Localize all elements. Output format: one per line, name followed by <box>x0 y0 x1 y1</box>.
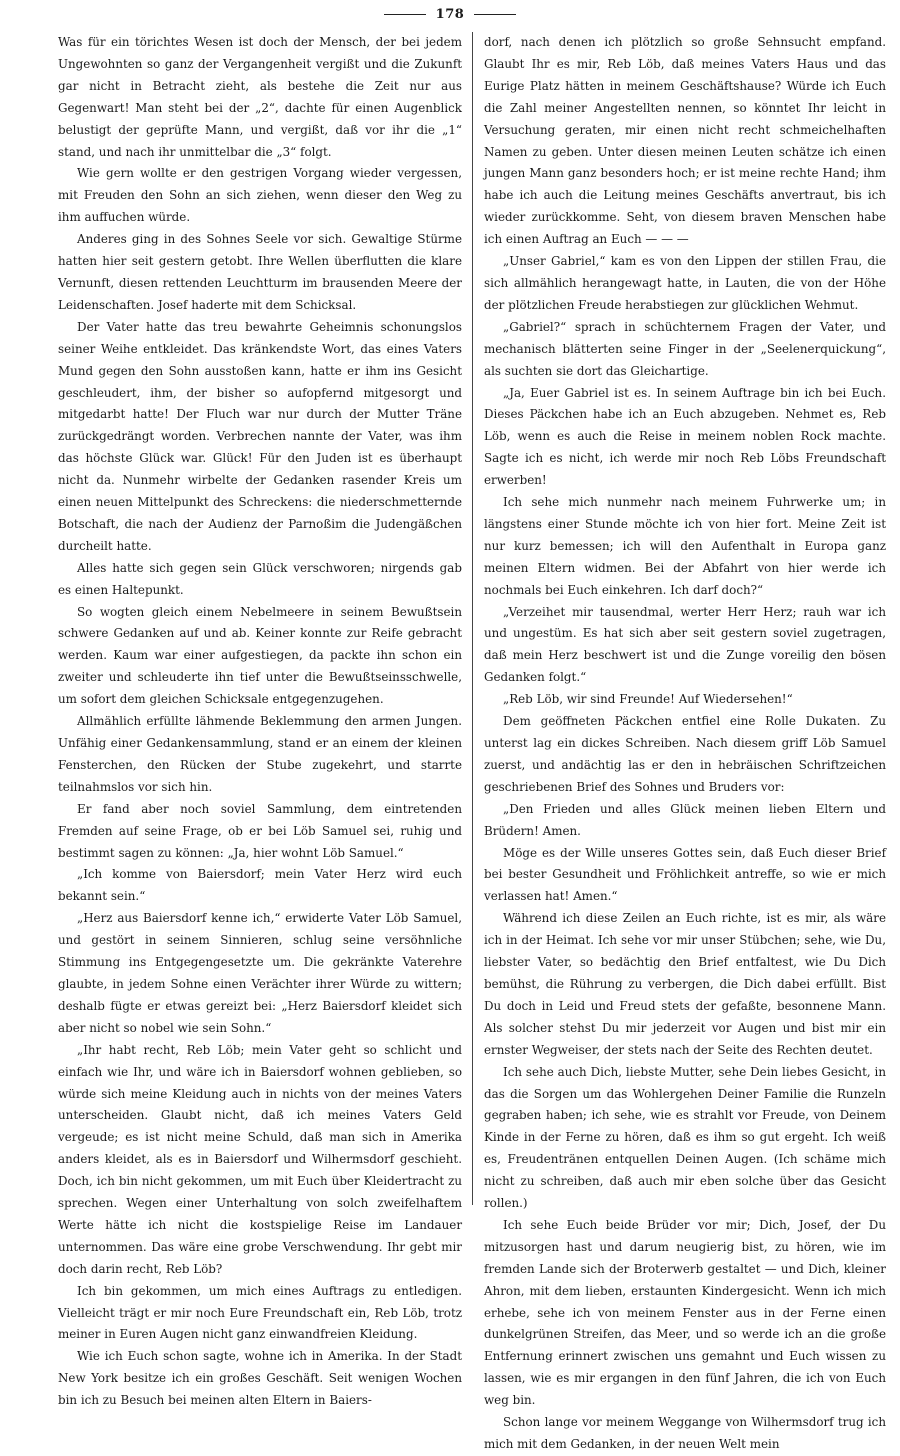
paragraph: „Gabriel?“ sprach in schüchternem Fragen der Vater, und mechanisch blätterten seine Finger in der „Seelenerquickung“, als suchten sie dort das Gleichartige. <box>484 319 886 378</box>
paragraph: „Verzeihet mir tausendmal, werter Herr Herz; rauh war ich und ungestüm. Es hat sich aber seit gestern soviel zugetragen, daß mein Herz beschwert ist und die Zunge voreilig den bösen Gedanken folgt.“ <box>484 604 886 685</box>
paragraph: Ich sehe Euch beide Brüder vor mir; Dich, Josef, der Du mitzusorgen hast und darum neugierig bist, zu hören, wie im fremden Lande sich der Broterwerb gestaltet — und Dich, kleiner Ahron, mit dem lieben, erstaunten Kindergesicht. Wenn ich mich erhebe, sehe ich von meinem Fenster aus in der Ferne einen dunkelgrünen Streifen, das Meer, und so werde ich an die große Entfernung erinnert zwischen uns gemahnt und Euch wissen zu lassen, wie es mir ergangen in den fünf Jahren, die ich von Euch weg bin. <box>484 1217 886 1408</box>
paragraph: Der Vater hatte das treu bewahrte Geheimnis schonungslos seiner Weihe entkleidet. Das kränkendste Wort, das eines Vaters Mund gegen den Sohn ausstoßen kann, hatte er ihm ins Gesicht geschleudert, ihm, der bisher so aufopfernd mitgesorgt und mitgedarbt hatte! Der Fluch war nur durch der Mutter Träne zurückgedrängt worden. Verbrechen nannte der Vater, was ihm das höchste Glück war. Glück! Für den Juden ist es überhaupt nicht da. Nunmehr wirbelte der Gedanken rasender Kreis um einen neuen Mittelpunkt des Schreckens: die niederschmetternde Botschaft, die nach der Audienz der Parnoßim die Judengäßchen durcheilt hatte. <box>58 319 462 553</box>
paragraph: Ich bin gekommen, um mich eines Auftrags zu entledigen. Vielleicht trägt er mir noch Eure Freundschaft ein, Reb Löb, trotz meiner in Euren Augen nicht ganz einwandfreien Kleidung. <box>58 1283 462 1342</box>
header-rule-left <box>384 14 426 15</box>
paragraph: Alles hatte sich gegen sein Glück verschworen; nirgends gab es einen Haltepunkt. <box>58 560 462 597</box>
header-rule-right <box>474 14 516 15</box>
paragraph: „Den Frieden und alles Glück meinen lieben Eltern und Brüdern! Amen. <box>484 801 886 838</box>
page-header <box>0 4 900 24</box>
paragraph: Ich sehe mich nunmehr nach meinem Fuhrwerke um; in längstens einer Stunde möchte ich von hier fort. Meine Zeit ist nur kurz bemessen; ich will den Aufenthalt in Europa ganz meinen Eltern widmen. Bei der Abfahrt von hier werde ich nochmals bei Euch einkehren. Ich darf doch?“ <box>484 495 886 597</box>
page-number: 178 <box>435 6 465 22</box>
paragraph: „Ja, Euer Gabriel ist es. In seinem Auftrage bin ich bei Euch. Dieses Päckchen habe ich an Euch abzugeben. Nehmet es, Reb Löb, wenn es auch die Reise in meinem noblen Rock machte. Sagte ich es nicht, ich werde mir noch Reb Löbs Freundschaft erwerben! <box>484 385 886 488</box>
right-column <box>484 32 886 1451</box>
paragraph: Allmählich erfüllte lähmende Beklemmung den armen Jungen. Unfähig einer Gedankensammlung, stand er an einem der kleinen Fensterchen, den Rücken der Stube zugekehrt, und starrte teilnahmslos vor sich hin. <box>58 714 462 794</box>
paragraph: Wie ich Euch schon sagte, wohne ich in Amerika. In der Stadt New York besitze ich ein großes Geschäft. Seit wenigen Wochen bin ich zu Besuch bei meinen alten Eltern in Baiers- <box>58 1349 462 1408</box>
paragraph: Schon lange vor meinem Weggange von Wilhermsdorf trug ich mich mit dem Gedanken, in der neuen Welt mein <box>484 1415 886 1451</box>
paragraph: Möge es der Wille unseres Gottes sein, daß Euch dieser Brief bei bester Gesundheit und Fröhlichkeit antreffe, so wie er mich verlassen hat! Amen.“ <box>484 845 886 904</box>
paragraph: „Herz aus Baiersdorf kenne ich,“ erwiderte Vater Löb Samuel, und gestört in seinem Sinnieren, schlug seine versöhnliche Stimmung ins Entgegengesetzte um. Die gekränkte Vaterehre glaubte, in jedem Sohne einen Verächter ihrer Würde zu wittern; deshalb fügte er etwas gereizt bei: „Herz Baiersdorf kleidet sich aber nicht so nobel wie sein Sohn.“ <box>58 911 462 1035</box>
paragraph: Während ich diese Zeilen an Euch richte, ist es mir, als wäre ich in der Heimat. Ich sehe vor mir unser Stübchen; sehe, wie Du, liebster Vater, so bedächtig den Brief entfaltest, wie Du Dich bemühst, die Rührung zu verbergen, die Dich dabei erfüllt. Bist Du doch in Leid und Freud stets der gefaßte, besonnene Mann. Als solcher stehst Du mir jederzeit vor Augen und bist mir ein ernster Wegweiser, der stets nach der Seite des Rechten deutet. <box>484 911 886 1057</box>
paragraph: Anderes ging in des Sohnes Seele vor sich. Gewaltige Stürme hatten hier seit gestern getobt. Ihre Wellen überflutten die klare Vernunft, diesen rettenden Leuchtturm im brausenden Meere der Leidenschaften. Josef haderte mit dem Schicksal. <box>58 232 462 312</box>
paragraph: „Ich komme von Baiersdorf; mein Vater Herz wird euch bekannt sein.“ <box>58 867 462 904</box>
paragraph: Ich sehe auch Dich, liebste Mutter, sehe Dein liebes Gesicht, in das die Sorgen um das Wohlergehen Deiner Familie die Runzeln gegraben haben; ich sehe, wie es strahlt vor Freude, von Deinem Kinde in der Ferne zu hören, daß es ihm so gut ergeht. Ich weiß es, Freudentränen entquellen Deinen Augen. (Ich schäme mich nicht zu schreiben, daß auch mir eben solche über das Gesicht rollen.) <box>484 1064 886 1211</box>
column-divider <box>472 32 473 1205</box>
paragraph: Er fand aber noch soviel Sammlung, dem eintretenden Fremden auf seine Frage, ob er bei Löb Samuel sei, ruhig und bestimmt sagen zu können: „Ja, hier wohnt Löb Samuel.“ <box>58 801 462 860</box>
paragraph: „Unser Gabriel,“ kam es von den Lippen der stillen Frau, die sich allmählich herangewagt hatte, in Lauten, die von der Höhe der plötzlichen Freude herabstiegen zur glücklichen Wehmut. <box>484 254 886 312</box>
paragraph: „Reb Löb, wir sind Freunde! Auf Wiedersehen!“ <box>503 692 793 707</box>
paragraph: Wie gern wollte er den gestrigen Vorgang wieder vergessen, mit Freuden den Sohn an sich ziehen, wenn dieser den Weg zu ihm auffuchen würde. <box>58 166 462 225</box>
paragraph: Was für ein törichtes Wesen ist doch der Mensch, der bei jedem Ungewohnten so ganz der Vergangenheit vergißt und die Zukunft gar nicht in Betracht zieht, als bestehe die Zeit nur aus Gegenwart! Man steht bei der „2“, dachte für einen Augenblick belustigt der geprüfte Mann, und vergißt, daß vor ihr die „1“ stand, und nach ihr unmittelbar die „3“ folgt. <box>58 35 462 159</box>
paragraph: So wogten gleich einem Nebelmeere in seinem Bewußtsein schwere Gedanken auf und ab. Keiner konnte zur Reife gebracht werden. Kaum war einer aufgestiegen, da packte ihn schon ein zweiter und schleuderte ihn tief unter die Bewußtseinsschwelle, um sofort dem gleichen Schicksale entgegenzugehen. <box>58 604 462 707</box>
paragraph: dorf, nach denen ich plötzlich so große Sehnsucht empfand. Glaubt Ihr es mir, Reb Löb, daß meines Vaters Haus und das Eurige Platz hätten in meinem Geschäftshause? Würde ich Euch die Zahl meiner Angestellten nennen, so könntet Ihr leicht in Versuchung geraten, mir einen nicht recht schmeichelhaften Namen zu geben. Unter diesen meinen Leuten schätze ich einen jungen Mann ganz besonders hoch; er ist meine rechte Hand; ihm habe ich auch die Leitung meines Geschäfts anvertraut, bis ich wieder zurückkomme. Seht, von diesem braven Menschen habe ich einen Auftrag an Euch — — — <box>484 35 886 247</box>
paragraph: Dem geöffneten Päckchen entfiel eine Rolle Dukaten. Zu unterst lag ein dickes Schreiben. Nach diesem griff Löb Samuel zuerst, und andächtig las er den in hebräischen Schriftzeichen geschriebenen Brief des Sohnes und Bruders vor: <box>484 714 886 794</box>
left-column <box>58 32 462 1408</box>
paragraph: „Ihr habt recht, Reb Löb; mein Vater geht so schlicht und einfach wie Ihr, und wäre ich in Baiersdorf wohnen geblieben, so würde sich meine Kleidung auch in nichts von der meines Vaters unterscheiden. Glaubt nicht, daß ich meines Vaters Geld vergeude; es ist nicht meine Schuld, daß man sich in Amerika anders kleidet, als es in Baiersdorf und Wilhermsdorf geschieht. Doch, ich bin nicht gekommen, um mit Euch über Kleidertracht zu sprechen. Wegen einer Unterhaltung von solch zweifelhaftem Werte hätte ich nicht die kostspielige Reise im Landauer unternommen. Das wäre eine grobe Verschwendung. Ihr gebt mir doch darin recht, Reb Löb? <box>58 1042 462 1276</box>
